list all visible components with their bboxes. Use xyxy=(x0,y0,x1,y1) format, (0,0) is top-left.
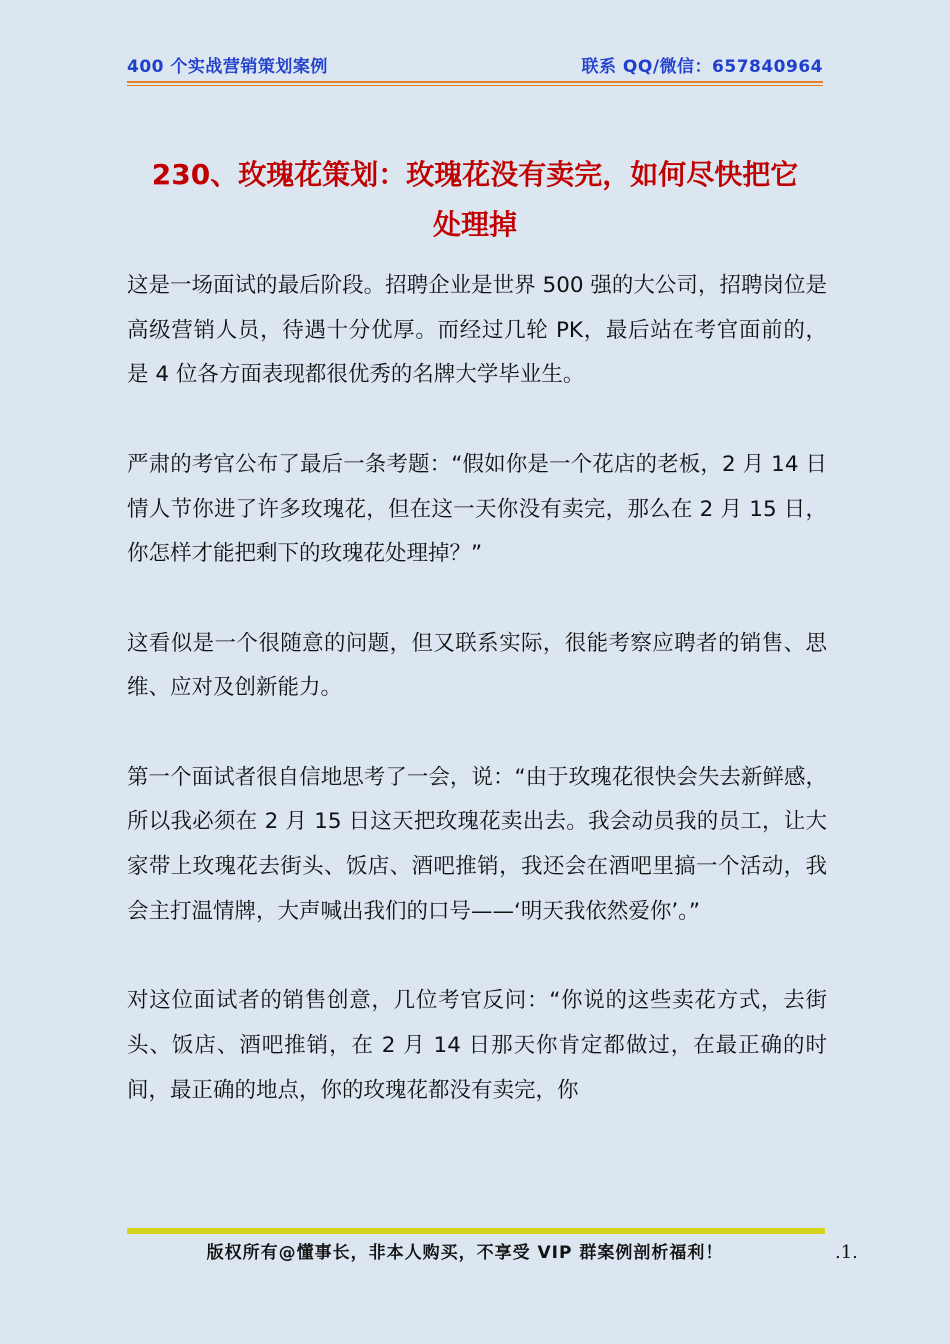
paragraph: 第一个面试者很自信地思考了一会，说：“由于玫瑰花很快会失去新鲜感，所以我必须在 2 月 15 日这天把玫瑰花卖出去。我会动员我的员工，让大家带上玫瑰花去街头、饭店、酒吧推销，我还会在酒吧里搞一个活动，我会主打温情牌，大声喊出我们的口号——‘明天我依然爱你’。” xyxy=(127,764,827,924)
document-body xyxy=(127,264,827,1158)
page-header xyxy=(127,54,823,80)
paragraph: 对这位面试者的销售创意，几位考官反问：“你说的这些卖花方式，去街头、饭店、酒吧推销，在 2 月 14 日那天你肯定都做过，在最正确的时间，最正确的地点，你的玫瑰花都没有卖完，你 xyxy=(127,988,827,1103)
page-number: .1. xyxy=(835,1242,858,1263)
footer-copyright: 版权所有@懂事长，非本人购买，不享受 VIP 群案例剖析福利！ xyxy=(206,1243,724,1263)
header-contact: 联系 QQ/微信：657840964 xyxy=(581,57,823,77)
paragraph: 这看似是一个很随意的问题，但又联系实际，很能考察应聘者的销售、思维、应对及创新能力。 xyxy=(127,630,827,701)
paragraph: 这是一场面试的最后阶段。招聘企业是世界 500 强的大公司，招聘岗位是高级营销人员，待遇十分优厚。而经过几轮 PK，最后站在考官面前的，是 4 位各方面表现都很优秀的名牌大学毕业生。 xyxy=(127,273,827,388)
header-divider xyxy=(127,81,823,83)
document-title xyxy=(127,150,823,250)
paragraph: 严肃的考官公布了最后一条考题：“假如你是一个花店的老板，2 月 14 日情人节你进了许多玫瑰花，但在这一天你没有卖完，那么在 2 月 15 日，你怎样才能把剩下的玫瑰花处理掉？” xyxy=(127,451,827,567)
title-line-1: 230、玫瑰花策划：玫瑰花没有卖完，如何尽快把它 xyxy=(151,158,799,191)
header-series-title: 400 个实战营销策划案例 xyxy=(127,57,328,77)
title-line-2: 处理掉 xyxy=(432,208,517,241)
footer-divider xyxy=(127,1228,825,1234)
header-divider-thin xyxy=(127,85,823,86)
